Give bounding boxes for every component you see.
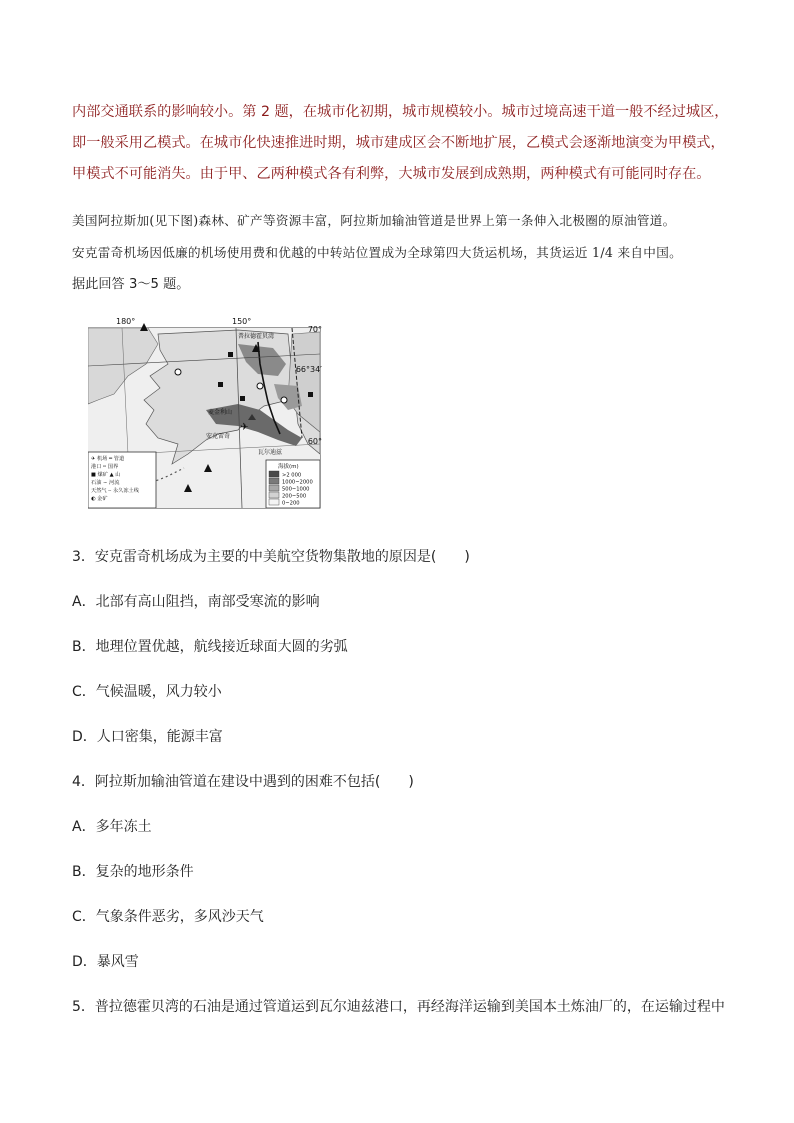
label-prudhoe-bay: 普拉德霍贝湾	[238, 333, 275, 340]
elevation-swatch	[269, 478, 279, 484]
coal-icon	[308, 392, 313, 397]
explanation-line: 甲模式不可能消失。由于甲、乙两种模式各有利弊，大城市发展到成熟期，两种模式有可能同时存在。	[72, 166, 711, 182]
option-4c[interactable]: C．气象条件恶劣，多风沙天气	[72, 909, 264, 925]
stem-line: 据此回答 3～5 题。	[72, 277, 190, 292]
legend-entry: 港口 ┅ 国界	[91, 464, 119, 470]
lat-label-70: 70°	[307, 325, 322, 334]
option-3b[interactable]: B．地理位置优越，航线接近球面大圆的劣弧	[72, 639, 348, 655]
elevation-label: >2 000	[282, 472, 302, 479]
option-4d[interactable]: D．暴风雪	[72, 954, 139, 970]
elevation-swatch	[269, 471, 279, 477]
elevation-label: 0~200	[282, 500, 300, 507]
question-5: 5．普拉德霍贝湾的石油是通过管道运到瓦尔迪兹港口，再经海洋运输到美国本土炼油厂的，在运输过程中	[72, 999, 725, 1015]
explanation-line: 即一般采用乙模式。在城市化快速推进时期，城市建成区会不断地扩展，乙模式会逐渐地演变为甲模式，	[72, 135, 725, 151]
lat-label-66: 66°34′	[295, 365, 322, 374]
gold-mine-icon	[257, 383, 263, 389]
elevation-swatch	[269, 499, 279, 505]
elevation-swatch	[269, 485, 279, 491]
question-4: 4．阿拉斯加输油管道在建设中遇到的困难不包括( )	[72, 774, 414, 790]
airport-icon: ✈	[240, 422, 249, 433]
elevation-swatch	[269, 492, 279, 498]
legend-entry: 石油 ∼ 河流	[91, 480, 120, 486]
legend-entry: ◐ 金矿	[91, 496, 108, 502]
legend-entry: ■ 煤矿 ▲ 山	[91, 472, 121, 478]
coal-icon	[228, 352, 233, 357]
coal-icon	[218, 382, 223, 387]
legend-entry: ✈ 机场 ━ 管道	[91, 456, 125, 462]
oil-icon	[140, 323, 148, 331]
lon-label-150: 150°	[232, 317, 252, 326]
elevation-label: 500~1000	[282, 486, 310, 493]
gold-mine-icon	[281, 397, 287, 403]
elevation-label: 200~500	[282, 493, 307, 500]
option-4b[interactable]: B．复杂的地形条件	[72, 864, 194, 880]
question-stem	[72, 205, 732, 301]
explanation-line: 内部交通联系的影响较小。第 2 题，在城市化初期，城市规模较小。城市过境高速干道一般不经过城区，	[72, 104, 729, 120]
answer-explanation	[72, 97, 732, 190]
alaska-map	[88, 314, 322, 510]
label-mckinley: 麦金利山	[208, 409, 233, 416]
question-3: 3．安克雷奇机场成为主要的中美航空货物集散地的原因是( )	[72, 549, 470, 565]
legend-entry: 天然气 ┈ 永久冻土线	[91, 488, 139, 494]
lat-label-60: 60°	[307, 437, 322, 446]
elevation-legend-title: 海拔(m)	[278, 464, 299, 470]
alaska-map-figure	[88, 314, 322, 510]
option-3c[interactable]: C．气候温暖，风力较小	[72, 684, 222, 700]
coal-icon	[240, 396, 245, 401]
lon-label-180: 180°	[116, 317, 136, 326]
option-4a[interactable]: A．多年冻土	[72, 819, 152, 835]
option-3a[interactable]: A．北部有高山阻挡，南部受寒流的影响	[72, 594, 320, 610]
gold-mine-icon	[175, 369, 181, 375]
elevation-label: 1000~2000	[282, 479, 313, 486]
option-3d[interactable]: D．人口密集，能源丰富	[72, 729, 223, 745]
stem-line: 安克雷奇机场因低廉的机场使用费和优越的中转站位置成为全球第四大货运机场，其货运近 1/4 来自中国。	[72, 245, 682, 260]
label-valdez: 瓦尔迪兹	[258, 449, 283, 456]
label-anchorage: 安克雷奇	[206, 433, 231, 440]
stem-line: 美国阿拉斯加(见下图)森林、矿产等资源丰富，阿拉斯加输油管道是世界上第一条伸入北极圈的原油管道。	[72, 213, 676, 228]
